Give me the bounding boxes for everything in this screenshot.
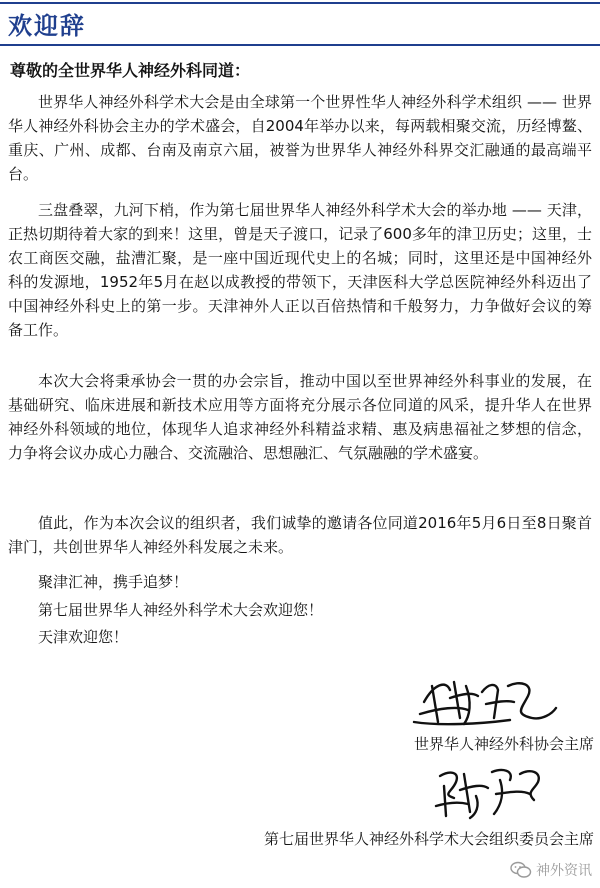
top-divider <box>0 2 600 4</box>
paragraph-history: 世界华人神经外科学术大会是由全球第一个世界性华人神经外科学术组织 —— 世界华人神经外科协会主办的学术盛会，自2004年举办以来，每两载相聚交流，历经博鳌、重庆、广州、成都、台南及南京六届，被誉为世界华人神经外科界交汇融通的最高端平台。 <box>8 93 592 183</box>
signature-committee-chair-image <box>430 762 550 824</box>
signature-label-committee-chair: 第七届世界华人神经外科学术大会组织委员会主席 <box>263 830 594 848</box>
watermark-text: 神外资讯 <box>536 863 592 879</box>
signature-president-image <box>410 672 560 730</box>
wechat-icon <box>510 861 532 879</box>
closing-line-1: 聚津汇神，携手追梦！ <box>38 573 189 591</box>
page-title: 欢迎辞 <box>8 12 86 40</box>
paragraph-mission: 本次大会将秉承协会一贯的办会宗旨，推动中国以至世界神经外科事业的发展，在基础研究、临床进展和新技术应用等方面将充分展示各位同道的风采，提升华人在世界神经外科领域的地位，体现华人追求神经外科精益求精、惠及病患福祉之梦想的信念，力争将会议办成心力融合、交流融洽、思想融汇、气氛融融的学术盛宴。 <box>8 372 592 462</box>
paragraph-invitation: 值此，作为本次会议的组织者，我们诚挚的邀请各位同道2016年5月6日至8日聚首津门，共创世界华人神经外科发展之未来。 <box>8 514 592 556</box>
paragraph-tianjin: 三盘叠翠，九河下梢，作为第七届世界华人神经外科学术大会的举办地 —— 天津，正热切期待着大家的到来！这里，曾是天子渡口，记录了600多年的津卫历史；这里，士农工商医交融，盐漕汇聚，是一座中国近现代史上的名城；同时，这里还是中国神经外科的发源地，1952年5月在赵以成教授的带领下，天津医科大学总医院神经外科迈出了中国神经外科史上的第一步。天津神外人正以百倍热情和千般努力，力争做好会议的筹备工作。 <box>8 201 592 339</box>
watermark <box>510 860 592 880</box>
signature-label-president: 世界华人神经外科协会主席 <box>413 735 594 753</box>
title-divider <box>0 44 600 46</box>
closing-line-2: 第七届世界华人神经外科学术大会欢迎您！ <box>38 601 324 619</box>
greeting: 尊敬的全世界华人神经外科同道： <box>10 61 251 80</box>
closing-line-3: 天津欢迎您！ <box>38 628 129 646</box>
